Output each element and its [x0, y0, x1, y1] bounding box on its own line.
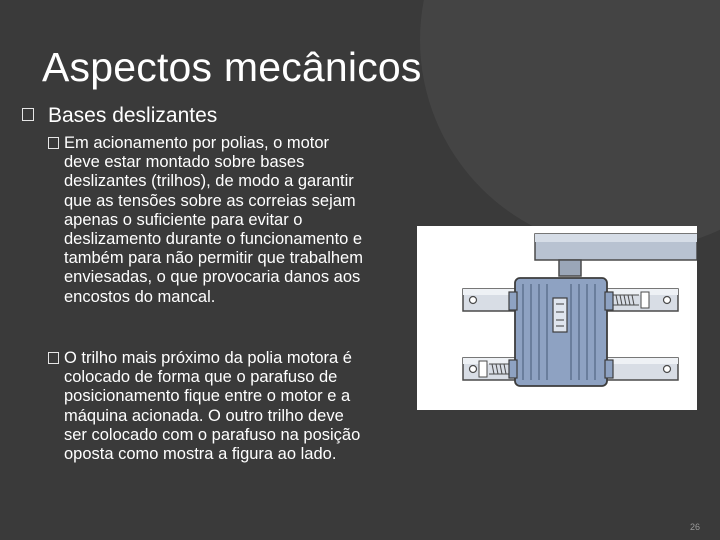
bullet-label: Bases deslizantes — [48, 104, 218, 127]
square-bullet-icon — [48, 137, 59, 149]
bullet-bases-deslizantes — [22, 104, 217, 128]
motor-foot-top-right — [605, 292, 613, 310]
slide-title: Aspectos mecânicos — [42, 44, 422, 90]
motor-figure — [417, 226, 697, 410]
top-rail-hole-right — [664, 297, 671, 304]
motor-shaft — [559, 260, 581, 276]
bottom-rail-hole-left — [470, 366, 477, 373]
sub-bullet-1 — [48, 134, 368, 307]
motor-on-slide-rails-illustration — [417, 226, 697, 410]
motor-foot-top-left — [509, 292, 517, 310]
motor-foot-bottom-right — [605, 360, 613, 378]
motor-foot-bottom-left — [509, 360, 517, 378]
square-bullet-icon — [48, 352, 59, 364]
electric-motor — [509, 278, 613, 386]
page-number: 26 — [690, 522, 701, 532]
square-bullet-icon — [22, 108, 34, 121]
sub-bullet-text: Em acionamento por polias, o motor deve estar montado sobre bases deslizantes (trilhos), de modo a garantir que as tensões sobre as correias sejam apenas o suficiente para evitar o deslizamento durante o funcionamento e também para não permitir que trabalhem enviesadas, o que provocaria danos aos encostos do mancal. — [64, 134, 363, 306]
pulley-highlight — [535, 234, 697, 242]
bottom-rail-hole-right — [664, 366, 671, 373]
sub-bullet-2 — [48, 349, 368, 464]
top-rail-hole-left — [470, 297, 477, 304]
sub-bullet-text: O trilho mais próximo da polia motora é colocado de forma que o parafuso de posicionamento fique entre o motor e a máquina acionada. O outro trilho deve ser colocado com o parafuso na posição oposta como mostra a figura ao lado. — [64, 349, 361, 464]
background-decoration — [420, 0, 720, 250]
terminal-box — [553, 298, 567, 332]
